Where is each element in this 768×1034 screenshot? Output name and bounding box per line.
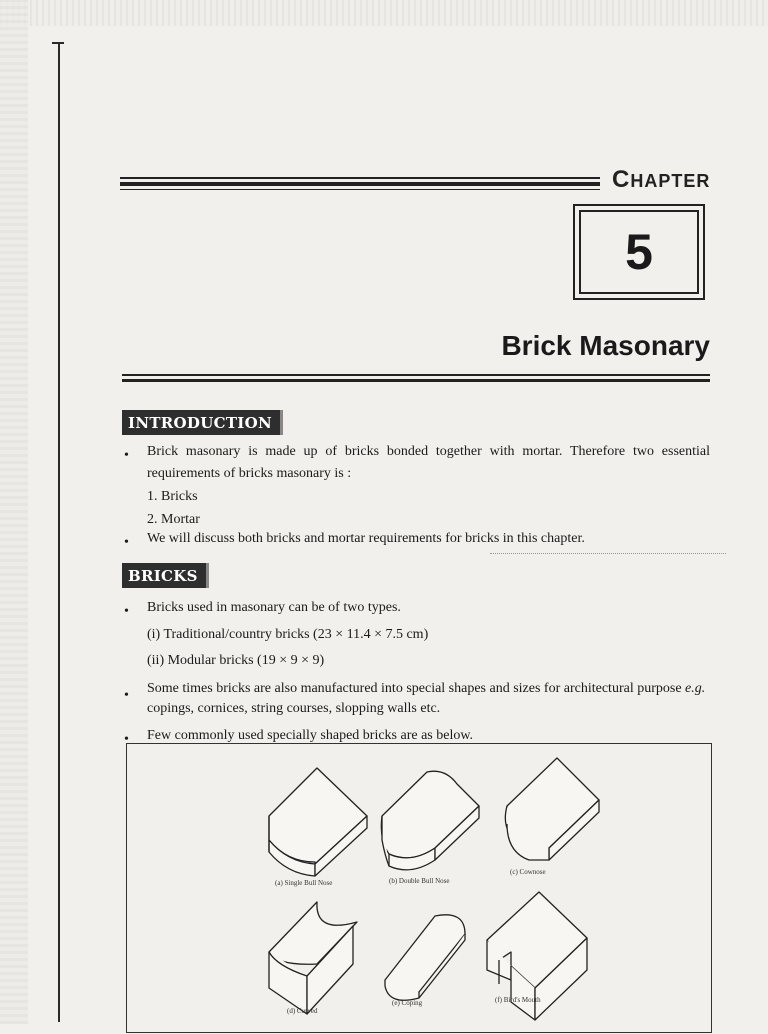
bullet: • — [124, 535, 129, 550]
single-bull-nose-brick — [269, 768, 367, 876]
coping-brick — [385, 915, 465, 1000]
chapter-rule-middle — [120, 182, 600, 186]
bricks-paragraph-3: Few commonly used specially shaped bricks are as below. — [147, 728, 474, 743]
caption-single-bull-nose: (a) Single Bull Nose — [275, 879, 333, 887]
shaped-bricks-figure — [126, 743, 712, 1033]
curved-brick — [269, 902, 357, 1014]
caption-curved: (d) Curved — [287, 1007, 318, 1015]
scan-border-top — [0, 0, 768, 26]
bullet: • — [124, 448, 129, 463]
bricks-paragraph-2-line1: Some times bricks are also manufactured into special shapes and sizes for architectural purpose e.g. — [147, 681, 706, 696]
intro-paragraph-2: We will discuss both bricks and mortar requirements for bricks in this chapter. — [147, 531, 585, 546]
shaped-bricks-drawing — [127, 744, 713, 1034]
bullet: • — [124, 732, 129, 747]
intro-paragraph-line2: requirements of bricks masonary is : — [147, 466, 352, 481]
brick-type-traditional: (i) Traditional/country bricks (23 × 11.4 × 7.5 cm) — [147, 627, 429, 642]
scan-border-left — [0, 0, 28, 1024]
bricks-paragraph-2-line2: copings, cornices, string courses, slopping walls etc. — [147, 701, 441, 716]
title-rule-bottom — [122, 379, 710, 382]
brick-type-modular: (ii) Modular bricks (19 × 9 × 9) — [147, 653, 325, 668]
caption-cownose: (c) Cownose — [510, 868, 546, 876]
title-rule-top — [122, 374, 710, 376]
chapter-label: CHAPTER — [612, 166, 711, 193]
chapter-rule-top — [120, 177, 600, 179]
double-bull-nose-brick — [381, 771, 479, 870]
intro-list-item-bricks: 1. Bricks — [147, 489, 198, 504]
bricks-paragraph-1: Bricks used in masonary can be of two types. — [147, 600, 401, 615]
bricks-heading: BRICKS — [122, 563, 209, 588]
intro-paragraph-line1: Brick masonary is made up of bricks bonded together with mortar. Therefore two essential — [147, 444, 710, 459]
margin-tick — [52, 42, 64, 44]
chapter-title: Brick Masonary — [501, 330, 710, 361]
intro-list-item-mortar: 2. Mortar — [147, 512, 200, 527]
dotted-separator — [490, 553, 726, 554]
bullet: • — [124, 604, 129, 619]
introduction-heading: INTRODUCTION — [122, 410, 283, 435]
caption-double-bull-nose: (b) Double Bull Nose — [389, 877, 450, 885]
chapter-rule-bottom — [120, 189, 600, 190]
chapter-number-box — [573, 204, 705, 300]
bullet: • — [124, 688, 129, 703]
cownose-brick — [505, 758, 599, 860]
chapter-number: 5 — [579, 210, 699, 294]
margin-line — [58, 42, 60, 1022]
caption-coping: (e) Coping — [392, 999, 423, 1007]
caption-birds-mouth: (f) Bird's Mouth — [495, 996, 541, 1004]
